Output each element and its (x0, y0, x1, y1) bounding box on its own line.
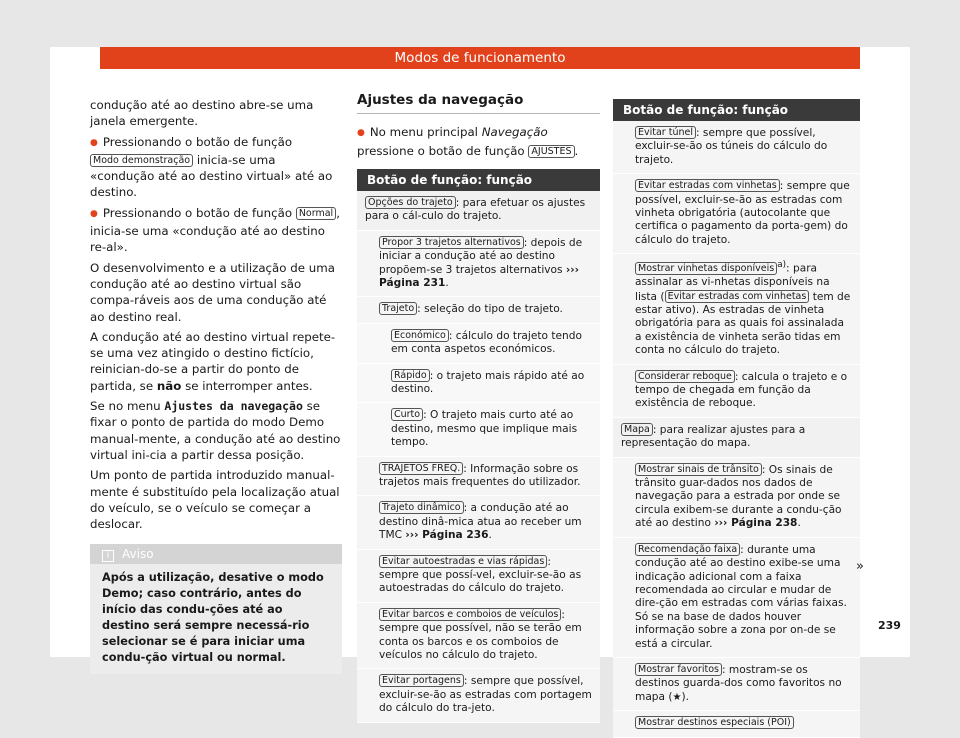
text: inicia-se uma «condução até ao destino virtual» até ao destino. (90, 152, 333, 200)
table-row (357, 364, 600, 404)
row-text: : para assinalar as vi-nhetas disponíveis na lista ( (635, 262, 830, 303)
page-reference: ››› Página 236 (405, 529, 489, 542)
page-reference: ››› Página 231 (379, 263, 580, 289)
text: A condução até ao destino virtual repete-se uma vez atingido o destino fictício, reinician-do-se a partir do ponto de partida, se (90, 329, 336, 393)
row-text: : Os sinais de trânsito guar-dados nos dados de navegação para a estrada por onde se circula exibem-se durante a condu-ção até ao destino (635, 463, 842, 530)
text: se fixar o ponto de partida do modo Demo manual-mente, a condução até ao destino virtual ini-cia a partir dessa posição. (90, 399, 341, 462)
function-key-modo-demonstracao: Modo demonstração (90, 154, 193, 167)
table-row (357, 403, 600, 456)
text: . (445, 276, 449, 289)
row-text: : para realizar ajustes para a representação do mapa. (621, 423, 806, 450)
function-key: Recomendação faixa (635, 543, 740, 556)
table-row (357, 669, 600, 722)
star-icon: ★ (672, 691, 682, 703)
row-text: : seleção do tipo de trajeto. (417, 303, 563, 316)
footnote-marker: a) (777, 260, 787, 271)
function-key: Mostrar favoritos (635, 663, 722, 676)
bullet-item (90, 134, 342, 201)
function-key: Considerar reboque (635, 370, 735, 383)
notice-box (90, 544, 342, 674)
function-key: Evitar estradas com vinhetas (665, 290, 810, 303)
function-key: Curto (391, 408, 423, 421)
function-key: Evitar autoestradas e vias rápidas (379, 555, 547, 568)
notice-body: Após a utilização, desative o modo Demo; caso contrário, antes do início das condu-ções até ao destino será sempre necessá-rio selecionar se é para iniciar uma condu-ção virtual ou normal. (102, 571, 324, 665)
text: Pressionando o botão de função (102, 205, 293, 220)
row-text: : Informação sobre os trajetos mais frequentes do utilizador. (379, 462, 581, 488)
menu-name: Navegação (481, 125, 548, 140)
function-key: Rápido (391, 369, 430, 382)
function-key: Opções do trajeto (365, 196, 456, 209)
text: , inicia-se uma «condução até ao destino re-al». (90, 205, 340, 255)
row-text: : calcula o trajeto e o tempo de chegada em função da existência de reboque. (635, 370, 848, 410)
function-key: Evitar portagens (379, 674, 464, 687)
text: No menu principal (369, 125, 478, 140)
function-key: Mostrar destinos especiais (POI) (635, 716, 794, 729)
page-number: 239 (878, 619, 901, 632)
column-middle (357, 92, 600, 723)
row-text: : para efetuar os ajustes para o cál-culo do trajeto. (365, 196, 586, 223)
paragraph: condução até ao destino abre-se uma janela emergente. (90, 98, 314, 129)
table-row (357, 231, 600, 298)
table-row (613, 365, 860, 418)
table-row (357, 457, 600, 497)
function-key: Propor 3 trajetos alternativos (379, 236, 524, 249)
table-row (613, 538, 860, 658)
paragraph (90, 398, 342, 463)
notice-header (90, 544, 342, 564)
table-row (613, 458, 860, 538)
column-left (90, 97, 342, 674)
notice-title: Aviso (122, 547, 154, 562)
text: pressione o botão de função (357, 143, 525, 158)
function-key: Mapa (621, 423, 653, 436)
table-header: Botão de função: função (357, 169, 600, 191)
table-row (357, 297, 600, 323)
table-row (613, 418, 860, 458)
function-key: Evitar túnel (635, 126, 696, 139)
function-key: Económico (391, 329, 449, 342)
table-row (613, 174, 860, 254)
bullet-item (357, 124, 600, 159)
bullet-item (90, 205, 342, 256)
function-key-normal: Normal (296, 207, 336, 220)
function-table (357, 169, 600, 723)
section-header (100, 47, 860, 69)
row-text: : a condução até ao destino dinâ-mica atua ao receber um TMC (379, 502, 582, 542)
paragraph (90, 329, 342, 394)
text: Se no menu (90, 399, 161, 414)
table-row (613, 711, 860, 737)
table-row (357, 324, 600, 364)
text: ). (681, 690, 690, 703)
page-reference: ››› Página 238 (714, 517, 798, 530)
table-header: Botão de função: função (613, 99, 860, 121)
row-text: : sempre que possível, excluir-se-ão os túneis do cálculo do trajeto. (635, 127, 828, 166)
row-text: : sempre que possível, não se terão em conta os barcos e os comboios de veículos no cálculo do trajeto. (379, 608, 582, 662)
info-icon: i (102, 550, 114, 562)
row-text: : O trajeto mais curto até ao destino, mesmo que implique mais tempo. (391, 409, 578, 449)
function-key: TRAJETOS FREQ. (379, 462, 463, 475)
row-text: : cálculo do trajeto tendo em conta aspetos económicos. (391, 329, 582, 356)
paragraph: Um ponto de partida introduzido manual-mente é substituído pela localização atual do veículo, se o veículo se começar a deslocar. (90, 468, 340, 532)
function-table (613, 99, 860, 738)
function-key: Mostrar sinais de trânsito (635, 463, 762, 476)
function-key: Evitar barcos e comboios de veículos (379, 608, 561, 621)
row-text: : sempre que possível, excluir-se-ão as estradas com vinheta obrigatória (autocolante que certifica o pagamento da porta-gem) do cálculo do trajeto. (635, 180, 850, 246)
row-text: : durante uma condução até ao destino exibe-se uma indicação adicional com a faixa recomendada ao circular e mudar de dire-ção em estradas com várias faixas. Só se na base de dados houver informação sobre a zona por on-de se está a circular. (635, 543, 847, 650)
function-key: Trajeto (379, 302, 417, 315)
text: se interromper antes. (185, 378, 313, 393)
table-row (357, 191, 600, 231)
table-row (357, 496, 600, 549)
row-text: tem de estar ativo). As estradas de vinheta obrigatória para as quais foi assinalada a existência de vinheta serão tidas em conta no cálculo do trajeto. (635, 290, 851, 357)
manual-page (50, 47, 910, 729)
text: Pressionando o botão de função (102, 134, 293, 149)
row-text: : o trajeto mais rápido até ao destino. (391, 369, 585, 395)
paragraph: O desenvolvimento e a utilização de uma condução até ao destino virtual são compa-ráveis aos de uma condução até ao destino real. (90, 260, 335, 324)
row-text: : sempre que possí-vel, excluir-se-ão as autoestradas do cálculo do trajeto. (379, 555, 582, 595)
function-key: Mostrar vinhetas disponíveis (635, 262, 777, 275)
table-row (613, 121, 860, 174)
menu-name: Ajustes da navegação (164, 399, 303, 414)
continue-marker: » (856, 559, 864, 574)
section-title: Modos de funcionamento (394, 50, 566, 66)
text: . (488, 529, 492, 542)
table-row (357, 603, 600, 670)
function-key: Evitar estradas com vinhetas (635, 179, 780, 192)
row-text: : depois de iniciar a condução até ao destino propõem-se 3 trajetos alternativos (379, 236, 583, 276)
text: . (574, 143, 579, 158)
row-text: : sempre que possível, excluir-se-ão as estradas com portagem do cálculo do tra-jeto. (379, 675, 592, 715)
column-right (613, 99, 860, 738)
function-key: Trajeto dinâmico (379, 501, 464, 514)
table-row (613, 658, 860, 711)
function-key-ajustes: AJUSTES (528, 145, 574, 158)
section-heading: Ajustes da navegação (357, 92, 600, 114)
table-row (613, 254, 860, 364)
row-text: : mostram-se os destinos guarda-dos como favoritos no mapa ( (635, 663, 842, 703)
emphasis: não (156, 378, 182, 393)
text: . (797, 517, 801, 530)
table-row (357, 550, 600, 603)
